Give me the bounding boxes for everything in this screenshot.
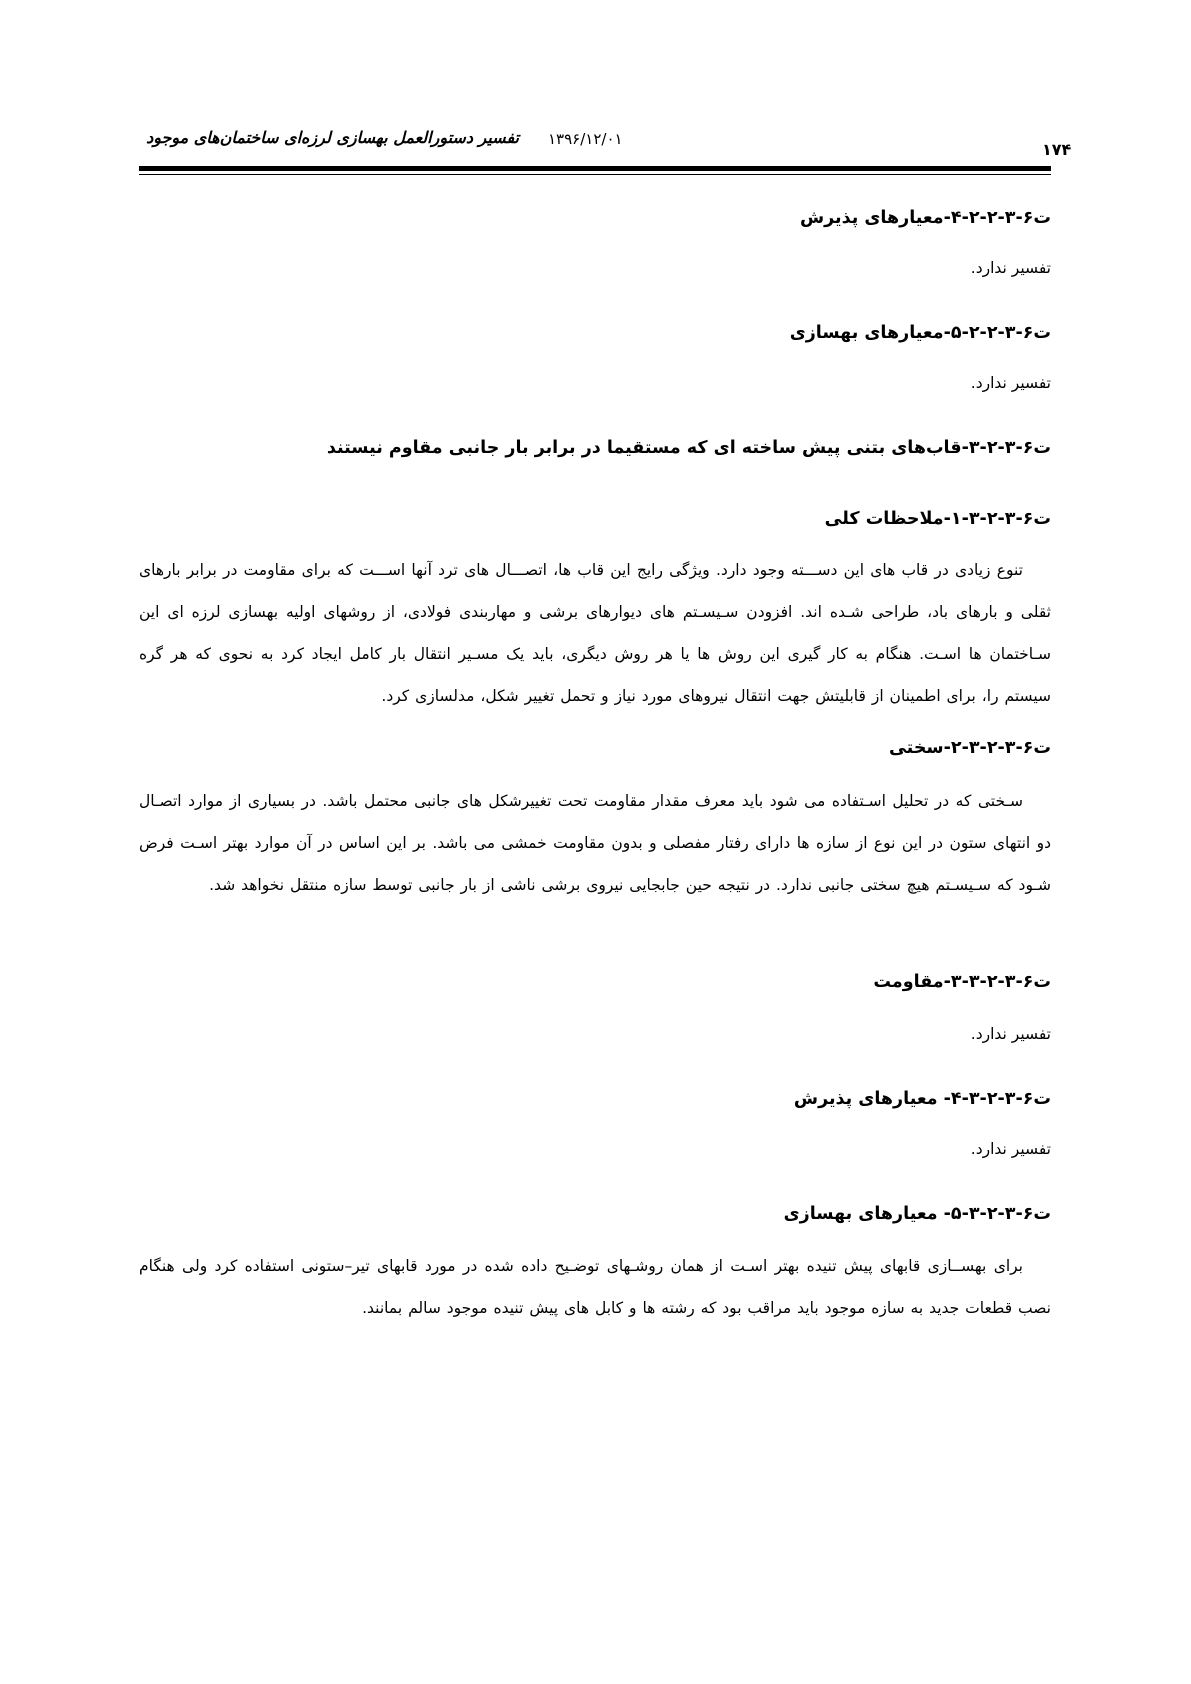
running-header-date: ۱۳۹۶/۱۲/۰۱ bbox=[548, 130, 623, 148]
header-rule-thick bbox=[139, 166, 1051, 171]
section-heading-retrofit-criteria-2: ت۶-۳-۲-۳-۵- معیارهای بهسازی bbox=[783, 1204, 1051, 1224]
page-number: ۱۷۴ bbox=[1042, 140, 1072, 159]
section-heading-stiffness: ت۶-۳-۲-۳-۲-سختی bbox=[888, 738, 1051, 758]
section-note: تفسیر ندارد. bbox=[970, 374, 1051, 392]
section-heading-acceptance-criteria: ت۶-۳-۲-۲-۴-معیارهای پذیرش bbox=[800, 208, 1051, 228]
header-rule-thin bbox=[139, 174, 1051, 175]
body-paragraph-general-considerations: تنوع زیادی در قاب های این دســـته وجود دارد. ویژگی رایج این قاب ها، اتصـــال های ترد آنها اســـت که برای مقاومت در برابر بارهای ثقلی و بارهای باد، طراحی شـده اند. افزودن سـیسـتم های دیوارهای برشی و مهاربندی فولادی، از روشهای اولیه بهسازی لرزه ای این سـاختمان ها اسـت. هنگام به کار گیری این روش ها یا هر روش دیگری، باید یک مسـیر انتقال بار کامل ایجاد کرد به نحوی که هر گره سیستم را، برای اطمینان از قابلیتش جهت انتقال نیروهای مورد نیاز و تحمل تغییر شکل، مدلسازی کرد. bbox=[139, 561, 1051, 705]
body-paragraph-stiffness: سـختی که در تحلیل اسـتفاده می شود باید معرف مقدار مقاومت تحت تغییرشکل های جانبی محتمل باشد. در بسیاری از موارد اتصـال دو انتهای ستون در این نوع از سازه ها دارای رفتار مفصلی و بدون مقاومت خمشی می باشد. بر این اساس در آن موارد بهتر اسـت فرض شـود که سـیسـتم هیچ سختی جانبی ندارد. در نتیجه حین جابجایی نیروی برشی ناشی از بار جانبی توسط سازه منتقل نخواهد شد. bbox=[139, 792, 1051, 894]
section-heading-general-considerations: ت۶-۳-۲-۳-۱-ملاحظات کلی bbox=[824, 509, 1051, 529]
section-note: تفسیر ندارد. bbox=[970, 259, 1051, 277]
section-heading-acceptance-criteria-2: ت۶-۳-۲-۳-۴- معیارهای پذیرش bbox=[793, 1089, 1051, 1109]
section-heading-strength: ت۶-۳-۲-۳-۳-مقاومت bbox=[873, 972, 1051, 992]
section-note: تفسیر ندارد. bbox=[970, 1140, 1051, 1158]
running-header-title: تفسیر دستورالعمل بهسازی لرزه‌ای ساختمان‌های موجود bbox=[146, 128, 519, 147]
section-heading-precast-frames: ت۶-۳-۲-۳-قاب‌های بتنی پیش ساخته ای که مستقیما در برابر بار جانبی مقاوم نیستند bbox=[326, 438, 1051, 458]
body-paragraph-retrofit: برای بهســازی قابهای پیش تنیده بهتر اسـت از همان روشـهای توضـیح داده شده در مورد قابهای تیر–ستونی استفاده کرد ولی هنگام نصب قطعات جدید به سازه موجود باید مراقب بود که رشته ها و کابل های پیش تنیده موجود سالم بمانند. bbox=[139, 1257, 1051, 1317]
section-note: تفسیر ندارد. bbox=[970, 1025, 1051, 1043]
section-heading-retrofit-criteria: ت۶-۳-۲-۲-۵-معیارهای بهسازی bbox=[789, 323, 1051, 343]
